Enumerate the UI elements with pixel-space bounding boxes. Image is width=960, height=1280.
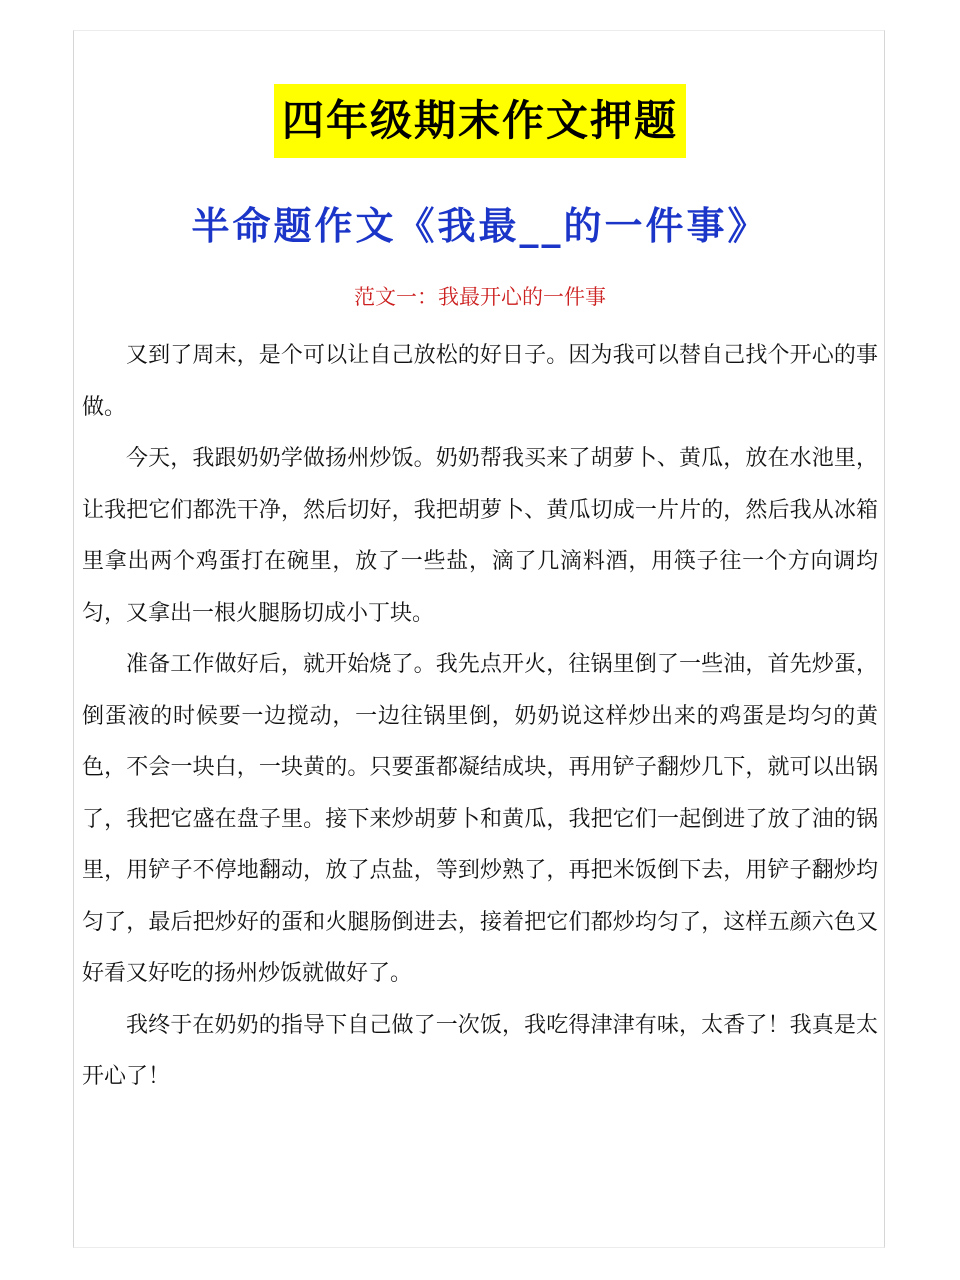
- paragraph: 今天，我跟奶奶学做扬州炒饭。奶奶帮我买来了胡萝卜、黄瓜，放在水池里，让我把它们都洗干净，然后切好，我把胡萝卜、黄瓜切成一片片的，然后我从冰箱里拿出两个鸡蛋打在碗里，放了一些盐，滴了几滴料酒，用筷子往一个方向调均匀，又拿出一根火腿肠切成小丁块。: [82, 446, 878, 626]
- paragraph: 我终于在奶奶的指导下自己做了一次饭，我吃得津津有味，太香了！我真是太开心了！: [82, 1012, 878, 1089]
- paragraph: 准备工作做好后，就开始烧了。我先点开火，往锅里倒了一些油，首先炒蛋，倒蛋液的时候要一边搅动，一边往锅里倒，奶奶说这样炒出来的鸡蛋是均匀的黄色，不会一块白，一块黄的。只要蛋都凝结成块，再用铲子翻炒几下，就可以出锅了，我把它盛在盘子里。接下来炒胡萝卜和黄瓜，我把它们一起倒进了放了油的锅里，用铲子不停地翻动，放了点盐，等到炒熟了，再把米饭倒下去，用铲子翻炒均匀了，最后把炒好的蛋和火腿肠倒进去，接着把它们都炒均匀了，这样五颜六色又好看又好吃的扬州炒饭就做好了。: [82, 652, 878, 986]
- main-title: 四年级期末作文押题: [274, 84, 686, 158]
- paragraph: 又到了周末，是个可以让自己放松的好日子。因为我可以替自己找个开心的事做。: [82, 343, 878, 420]
- essay-body: [82, 330, 878, 1103]
- essay-heading: 范文一：我最开心的一件事: [354, 285, 606, 309]
- title-container: [0, 84, 960, 158]
- subtitle: 半命题作文《我最__的一件事》: [191, 203, 769, 248]
